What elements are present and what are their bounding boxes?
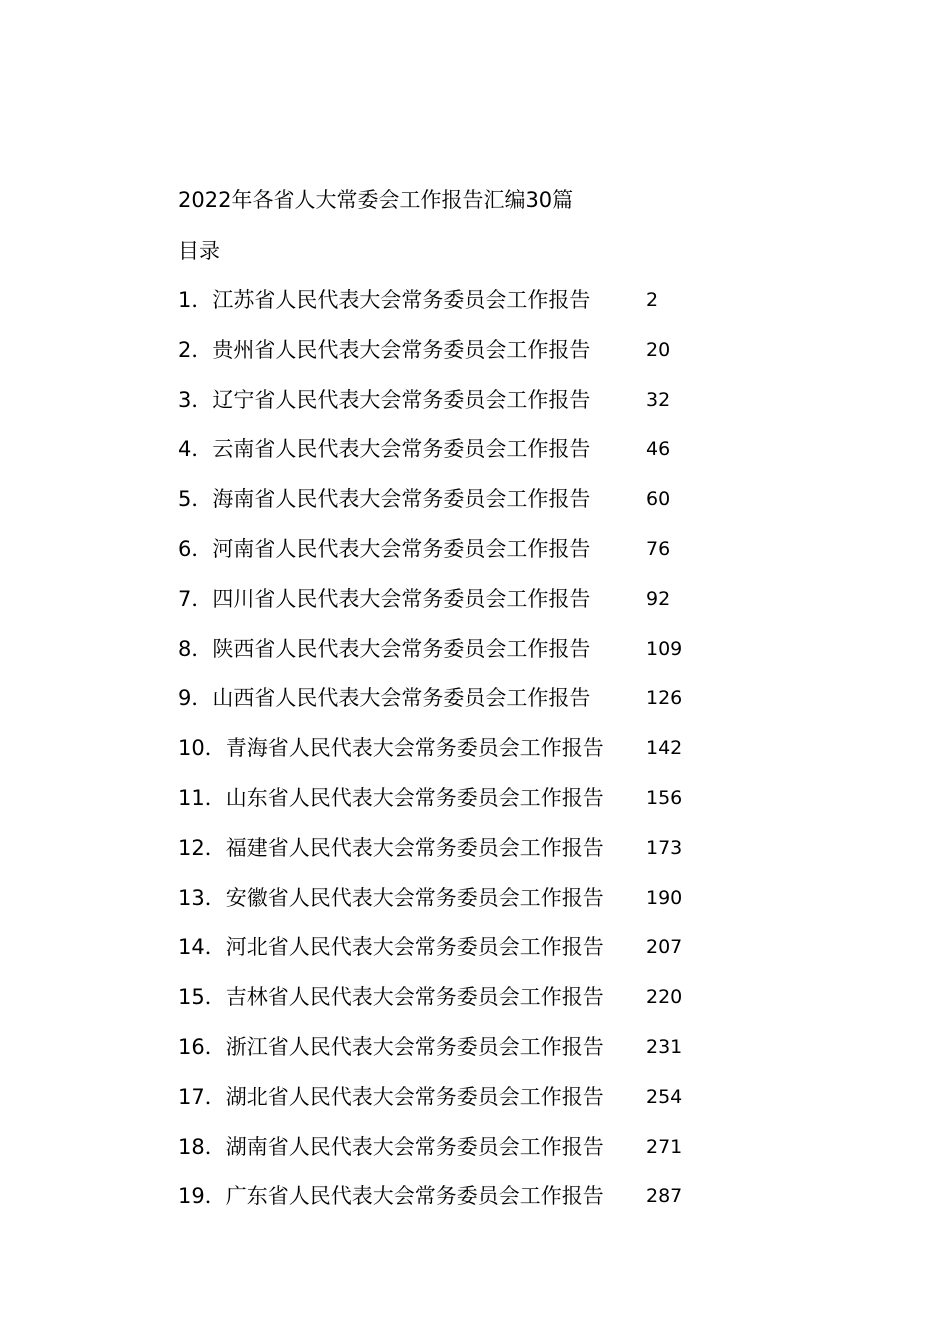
toc-entry-page: 207 bbox=[646, 936, 683, 959]
toc-heading: 目录 bbox=[178, 239, 220, 263]
toc-entry-page: 126 bbox=[646, 687, 683, 710]
toc-entry-page: 2 bbox=[646, 289, 659, 311]
toc-entry-number: 7． bbox=[178, 586, 213, 611]
toc-entry-page: 60 bbox=[646, 488, 671, 511]
toc-entry-title: 四川省人民代表大会常务委员会工作报告 bbox=[212, 586, 591, 611]
toc-entry-title: 辽宁省人民代表大会常务委员会工作报告 bbox=[212, 387, 591, 412]
toc-entry[interactable] bbox=[178, 732, 738, 782]
toc-entry-number: 11． bbox=[178, 785, 226, 810]
toc-entry[interactable] bbox=[178, 832, 738, 882]
toc-entry-title: 广东省人民代表大会常务委员会工作报告 bbox=[225, 1184, 604, 1209]
toc-entry-title: 青海省人民代表大会常务委员会工作报告 bbox=[225, 736, 604, 761]
toc-entry-number: 16． bbox=[178, 1034, 226, 1059]
toc-entry-number: 18． bbox=[178, 1134, 226, 1159]
toc-entry-title: 江苏省人民代表大会常务委员会工作报告 bbox=[212, 288, 591, 312]
document-title: 2022年各省人大常委会工作报告汇编30篇 bbox=[178, 188, 574, 212]
toc-entry-page: 156 bbox=[646, 786, 683, 809]
toc-entry-title: 贵州省人民代表大会常务委员会工作报告 bbox=[212, 337, 591, 362]
toc-entry[interactable] bbox=[178, 433, 738, 483]
toc-entry-number: 6． bbox=[178, 536, 213, 561]
toc-entry-number: 13． bbox=[178, 885, 226, 910]
toc-entry-page: 173 bbox=[646, 836, 683, 859]
toc-entry[interactable] bbox=[178, 1131, 738, 1181]
toc-entry-number: 5． bbox=[178, 487, 213, 512]
toc-entry[interactable] bbox=[178, 782, 738, 832]
toc-entry[interactable] bbox=[178, 682, 738, 732]
toc-entry[interactable] bbox=[178, 384, 738, 434]
toc-entry[interactable] bbox=[178, 483, 738, 533]
toc-entry-title: 河北省人民代表大会常务委员会工作报告 bbox=[225, 935, 604, 960]
toc-entry-number: 19． bbox=[178, 1184, 226, 1209]
table-of-contents bbox=[178, 284, 738, 1230]
toc-entry-page: 20 bbox=[646, 338, 671, 361]
toc-entry-page: 220 bbox=[646, 986, 683, 1009]
toc-entry[interactable] bbox=[178, 882, 738, 932]
toc-entry-number: 10． bbox=[178, 736, 226, 761]
toc-entry-title: 湖北省人民代表大会常务委员会工作报告 bbox=[225, 1084, 604, 1109]
toc-entry-page: 287 bbox=[646, 1185, 683, 1208]
toc-entry-title: 吉林省人民代表大会常务委员会工作报告 bbox=[225, 985, 604, 1010]
toc-entry-page: 142 bbox=[646, 737, 683, 760]
toc-entry-title: 云南省人民代表大会常务委员会工作报告 bbox=[212, 437, 591, 462]
toc-entry-number: 1． bbox=[178, 288, 213, 312]
toc-entry[interactable] bbox=[178, 583, 738, 633]
toc-entry[interactable] bbox=[178, 1031, 738, 1081]
toc-entry-title: 湖南省人民代表大会常务委员会工作报告 bbox=[225, 1134, 604, 1159]
toc-entry[interactable] bbox=[178, 633, 738, 683]
toc-entry[interactable] bbox=[178, 334, 738, 384]
toc-entry[interactable] bbox=[178, 1081, 738, 1131]
toc-entry[interactable] bbox=[178, 533, 738, 583]
toc-entry-title: 山西省人民代表大会常务委员会工作报告 bbox=[212, 686, 591, 711]
toc-entry-title: 河南省人民代表大会常务委员会工作报告 bbox=[212, 536, 591, 561]
toc-entry-page: 109 bbox=[646, 637, 683, 660]
toc-entry-number: 9． bbox=[178, 686, 213, 711]
toc-entry-number: 2． bbox=[178, 337, 213, 362]
toc-entry-title: 安徽省人民代表大会常务委员会工作报告 bbox=[225, 885, 604, 910]
toc-entry-title: 陕西省人民代表大会常务委员会工作报告 bbox=[212, 636, 591, 661]
toc-entry-number: 4． bbox=[178, 437, 213, 462]
toc-entry-page: 231 bbox=[646, 1035, 683, 1058]
toc-entry-number: 15． bbox=[178, 985, 226, 1010]
toc-entry[interactable] bbox=[178, 981, 738, 1031]
toc-entry-page: 92 bbox=[646, 587, 671, 610]
toc-entry[interactable] bbox=[178, 284, 738, 334]
toc-entry-number: 14． bbox=[178, 935, 226, 960]
toc-entry-title: 山东省人民代表大会常务委员会工作报告 bbox=[225, 785, 604, 810]
toc-entry-title: 浙江省人民代表大会常务委员会工作报告 bbox=[225, 1034, 604, 1059]
toc-entry-page: 271 bbox=[646, 1135, 683, 1158]
toc-entry-number: 12． bbox=[178, 835, 226, 860]
toc-entry-title: 福建省人民代表大会常务委员会工作报告 bbox=[225, 835, 604, 860]
toc-entry-page: 46 bbox=[646, 438, 671, 461]
toc-entry-page: 32 bbox=[646, 388, 671, 411]
toc-entry[interactable] bbox=[178, 931, 738, 981]
toc-entry[interactable] bbox=[178, 1180, 738, 1230]
toc-entry-number: 3． bbox=[178, 387, 213, 412]
toc-entry-page: 254 bbox=[646, 1085, 683, 1108]
toc-entry-page: 190 bbox=[646, 886, 683, 909]
toc-entry-title: 海南省人民代表大会常务委员会工作报告 bbox=[212, 487, 591, 512]
toc-entry-page: 76 bbox=[646, 537, 671, 560]
toc-entry-number: 8． bbox=[178, 636, 213, 661]
toc-entry-number: 17． bbox=[178, 1084, 226, 1109]
